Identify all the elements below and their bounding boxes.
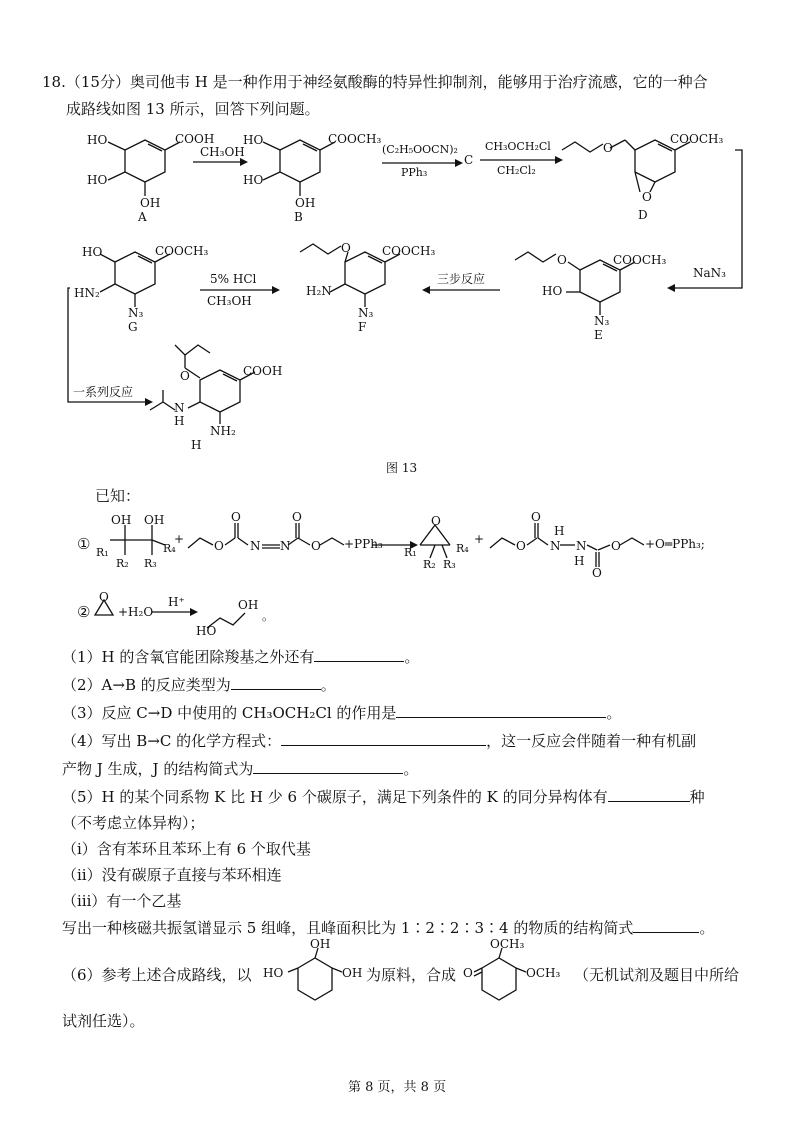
known-1-tail: +O═PPh₃; [645, 537, 705, 551]
known-1-prod-H-2: H [574, 554, 585, 568]
A-HO-bottom: HO [87, 173, 108, 187]
q5: （5）H 的某个同系物 K 比 H 少 6 个碳原子，满足下列条件的 K 的同分异构体有 种 [62, 788, 705, 806]
F-O: O [341, 241, 351, 255]
known-1-plus: + [174, 532, 185, 546]
E-N3: N₃ [594, 314, 610, 328]
q4: （4）写出 B→C 的化学方程式： ，这一反应会伴随着一种有机副 [62, 732, 697, 750]
known-1-prod-O-4: O [611, 539, 621, 553]
q3-blank[interactable] [396, 703, 606, 718]
q6-start-OH-top: OH [310, 937, 331, 951]
q4-blank-J[interactable] [253, 759, 403, 774]
A-COOH: COOH [175, 132, 215, 146]
label-E: E [594, 328, 603, 342]
q5-condition-2: （ⅱ）没有碳原子直接与苯环相连 [62, 866, 282, 884]
cond-FG-2: CH₃OH [207, 294, 252, 308]
H-NH2: NH₂ [210, 424, 236, 438]
known-1-plus-2: + [474, 532, 485, 546]
A-HO-top: HO [87, 133, 108, 147]
F-COOCH3: COOCH₃ [382, 244, 436, 258]
cond-EF: 三步反应 [437, 272, 486, 286]
known-1-prod-R4: R₄ [456, 542, 469, 555]
q5-blank-structure[interactable] [633, 918, 699, 933]
q4-blank-equation[interactable] [281, 731, 486, 746]
G-COOCH3: COOCH₃ [155, 244, 209, 258]
cond-DE: NaN₃ [693, 266, 726, 280]
q4-line2: 产物 J 生成，J 的结构简式为 。 [62, 760, 419, 778]
molecule-A-ring [108, 140, 180, 196]
known-2-HO: HO [196, 624, 217, 638]
q2-blank[interactable] [231, 675, 321, 690]
label-A: A [138, 210, 147, 224]
figure-caption: 图 13 [386, 461, 418, 475]
known-1-prod-R1: R₁ [404, 546, 417, 559]
q6-line2: 试剂任选）。 [62, 1012, 145, 1030]
cond-AB: CH₃OH [200, 145, 245, 159]
G-N3: N₃ [128, 306, 144, 320]
G-HN2: HN₂ [74, 286, 100, 300]
known-2-cond: H⁺ [168, 595, 185, 609]
F-N3: N₃ [358, 306, 374, 320]
known-1-R2: R₂ [116, 557, 129, 570]
q6-target-O: O [463, 966, 473, 980]
known-2-O: O [99, 590, 109, 604]
q1: （1）H 的含氧官能团除羧基之外还有 。 [62, 648, 420, 666]
known-2-end: 。 [262, 609, 275, 623]
label-C: C [464, 153, 474, 167]
E-HO: HO [542, 284, 563, 298]
known-1-prod-N-2: N [576, 539, 587, 553]
q5-blank-count[interactable] [608, 787, 690, 802]
known-1-R1: R₁ [96, 546, 109, 559]
known-1-prod-R3: R₃ [443, 558, 456, 571]
molecule-B-ring [263, 140, 335, 196]
known-1-number: ① [77, 535, 91, 553]
D-COOCH3: COOCH₃ [670, 132, 724, 146]
B-OH: OH [295, 196, 316, 210]
q6-target-OCH3-top: OCH₃ [490, 937, 525, 951]
cond-CD-1: CH₃OCH₂Cl [485, 140, 551, 153]
q2: （2）A→B 的反应类型为 。 [62, 676, 336, 694]
known-1-R3: R₃ [144, 557, 157, 570]
E-COOCH3: COOCH₃ [613, 253, 667, 267]
question-intro-line2: 成路线如图 13 所示，回答下列问题。 [66, 100, 320, 118]
E-O: O [557, 253, 567, 267]
q5-last: 写出一种核磁共振氢谱显示 5 组峰，且峰面积比为 1∶2∶2∶3∶4 的物质的结构简式 。 [62, 919, 715, 937]
H-O: O [180, 369, 190, 383]
page-footer: 第 8 页，共 8 页 [348, 1080, 447, 1095]
known-1-O-4: O [311, 539, 321, 553]
molecule-D-ring [562, 140, 690, 192]
B-COOCH3: COOCH₃ [328, 132, 382, 146]
known-1-PPh3: +PPh₃ [344, 537, 383, 551]
q5-condition-1: （ⅰ）含有苯环且苯环上有 6 个取代基 [62, 840, 311, 858]
known-1-prod-H-1: H [554, 524, 565, 538]
label-F: F [358, 320, 367, 334]
molecule-G-ring [100, 252, 170, 307]
known-2-water: +H₂O [118, 605, 154, 619]
cond-BC-1: (C₂H₅OOCN)₂ [382, 143, 458, 156]
label-H: H [191, 438, 202, 452]
q6-a: （6）参考上述合成路线，以 [62, 966, 252, 984]
known-1-OH-b: OH [144, 513, 165, 527]
cond-BC-2: PPh₃ [401, 166, 428, 179]
question-intro-line1: 18.（15分）奥司他韦 H 是一种作用于神经氨酸酶的特异性抑制剂，能够用于治疗流感，它的一种合 [42, 73, 708, 91]
F-H2N: H₂N [306, 284, 332, 298]
B-HO-bottom: HO [243, 173, 264, 187]
label-D: D [638, 208, 648, 222]
H-N: N [174, 401, 185, 415]
known-1-N-1: N [250, 539, 261, 553]
label-B: B [294, 210, 303, 224]
known-1-prod-O-2: O [531, 510, 541, 524]
known-1-O-3: O [292, 510, 302, 524]
q6-c: （无机试剂及题目中所给 [574, 966, 740, 984]
known-2-OH: OH [238, 598, 259, 612]
known-1-OH-a: OH [111, 513, 132, 527]
A-OH: OH [140, 196, 161, 210]
molecule-H-ring [150, 345, 255, 424]
known-1-prod-O-1: O [516, 539, 526, 553]
cond-FG-1: 5% HCl [210, 272, 257, 286]
D-O: O [603, 141, 613, 155]
known-1-prod-O-3: O [592, 566, 602, 580]
q6-start-OH-right: OH [342, 966, 363, 980]
known-1-O-1: O [214, 539, 224, 553]
known-1-O-2: O [231, 510, 241, 524]
G-HO: HO [82, 245, 103, 259]
known-1-N-2: N [280, 539, 291, 553]
cond-CD-2: CH₂Cl₂ [497, 164, 536, 177]
q3: （3）反应 C→D 中使用的 CH₃OCH₂Cl 的作用是 。 [62, 704, 622, 722]
q1-blank[interactable] [314, 647, 404, 662]
label-G: G [128, 320, 138, 334]
known-1-prod-R2: R₂ [423, 558, 436, 571]
known-1-R4: R₄ [163, 542, 176, 555]
known-1-epoxide-O: O [431, 514, 441, 528]
D-epoxide-O: O [642, 190, 652, 204]
H-NH-H: H [174, 414, 185, 428]
known-1-prod-N-1: N [550, 539, 561, 553]
q6-b: 为原料，合成 [366, 966, 457, 984]
known-heading: 已知： [95, 487, 141, 505]
B-HO-top: HO [243, 133, 264, 147]
q6-start-HO: HO [263, 966, 284, 980]
q5-condition-3: （ⅲ）有一个乙基 [62, 892, 182, 910]
cond-GH: 一系列反应 [73, 385, 134, 399]
q6-target-OCH3-right: OCH₃ [526, 966, 561, 980]
H-COOH: COOH [243, 364, 283, 378]
q5-line2: （不考虑立体异构）； [62, 814, 205, 832]
known-2-number: ② [77, 603, 91, 621]
